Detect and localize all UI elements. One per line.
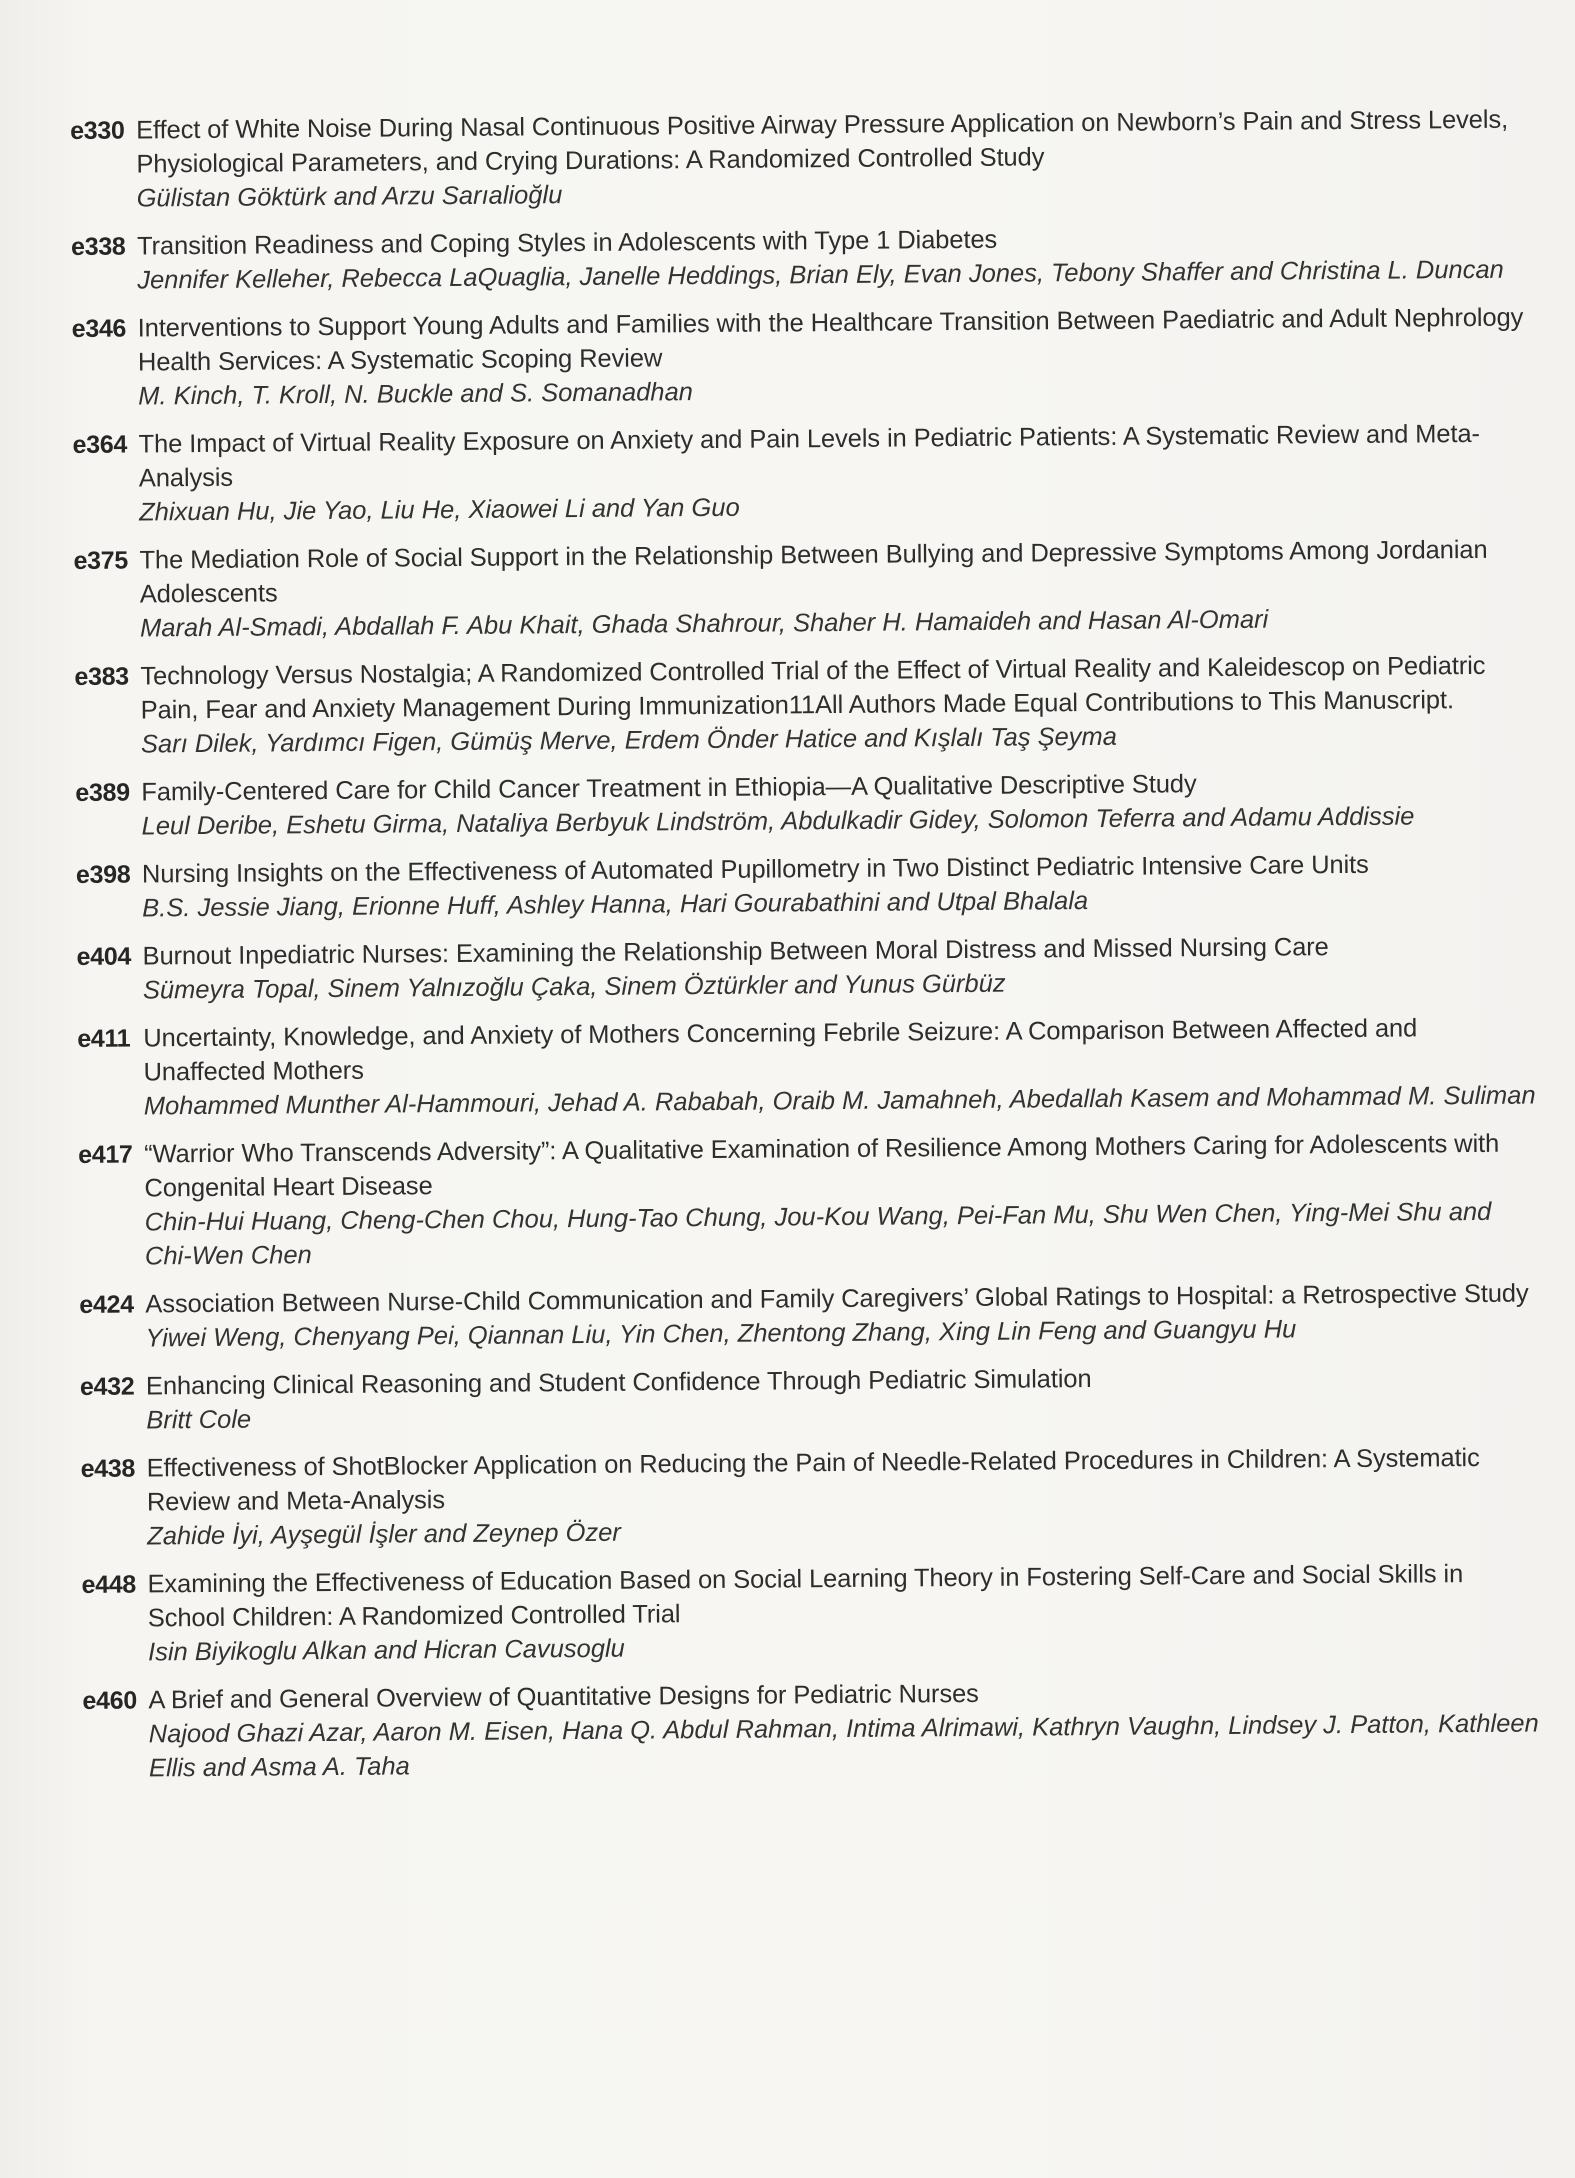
toc-entry-e330[interactable] <box>70 103 1531 216</box>
article-authors: Britt Cole <box>146 1405 252 1435</box>
entry-body <box>140 847 1536 926</box>
toc-entry-e383[interactable] <box>74 649 1535 762</box>
article-authors: Sarı Dilek, Yardımcı Figen, Gümüş Merve, Erdem Önder Hatice and Kışlalı Taş Şeyma <box>140 722 1118 759</box>
article-code: e411 <box>77 1024 131 1053</box>
article-code: e424 <box>79 1290 134 1319</box>
toc-entry-e438[interactable] <box>81 1440 1542 1553</box>
entry-body <box>142 1127 1539 1274</box>
toc-entry-e432[interactable] <box>80 1358 1540 1437</box>
entry-body <box>145 1556 1542 1669</box>
article-title[interactable]: The Mediation Role of Social Support in the Relationship Between Bullying and Depressive Symptoms Among Jordanian Adolescents <box>139 535 1488 609</box>
article-title[interactable]: Uncertainty, Knowledge, and Anxiety of Mothers Concerning Febrile Seizure: A Comparison Between Affected and Unaffected Mothers <box>143 1014 1418 1087</box>
article-code: e330 <box>70 116 125 145</box>
entry-body <box>134 103 1531 216</box>
entry-body <box>136 417 1533 530</box>
toc-entry-e460[interactable] <box>82 1672 1543 1785</box>
article-code: e398 <box>75 860 131 889</box>
article-authors: Sümeyra Topal, Sinem Yalnızoğlu Çaka, Sinem Öztürkler and Yunus Gürbüz <box>142 969 1006 1005</box>
article-code: e375 <box>73 546 129 575</box>
article-title[interactable]: Enhancing Clinical Reasoning and Student Confidence Through Pediatric Simulation <box>145 1365 1092 1401</box>
article-authors: Jennifer Kelleher, Rebecca LaQuaglia, Janelle Heddings, Brian Ely, Evan Jones, Tebony Shaffer and Christina L. Duncan <box>137 255 1504 295</box>
article-authors: Chin-Hui Huang, Cheng-Chen Chou, Hung-Tao Chung, Jou-Kou Wang, Pei-Fan Mu, Shu Wen Chen, Ying-Mei Shu and Chi-Wen Chen <box>144 1197 1492 1271</box>
toc-entry-e417[interactable] <box>78 1127 1539 1274</box>
entry-body <box>139 765 1535 844</box>
toc-entry-e346[interactable] <box>72 301 1533 414</box>
entry-body <box>135 219 1531 298</box>
article-title[interactable]: The Impact of Virtual Reality Exposure on Anxiety and Pain Levels in Pediatric Patients: A Systematic Review and Meta-Analysis <box>138 419 1481 493</box>
article-code: e364 <box>72 430 128 459</box>
entry-body <box>144 1358 1540 1437</box>
article-authors: Leul Deribe, Eshetu Girma, Nataliya Berbyuk Lindström, Abdulkadir Gidey, Solomon Teferra and Adamu Addissie <box>141 802 1415 841</box>
toc-entry-e398[interactable] <box>76 847 1536 926</box>
article-code: e432 <box>79 1372 135 1401</box>
article-authors: Najood Ghazi Azar, Aaron M. Eisen, Hana Q. Abdul Rahman, Intima Alrimawi, Kathryn Vaughn, Lindsey J. Patton, Kathleen Ellis and Asma A. Taha <box>148 1709 1539 1783</box>
article-authors: Yiwei Weng, Chenyang Pei, Qiannan Liu, Yin Chen, Zhentong Zhang, Xing Lin Feng and Guangyu Hu <box>145 1315 1297 1353</box>
article-code: e404 <box>76 942 132 971</box>
toc-entry-e389[interactable] <box>75 765 1535 844</box>
article-code: e448 <box>81 1570 137 1599</box>
article-title[interactable]: Examining the Effectiveness of Education Based on Social Learning Theory in Fostering Self-Care and Social Skills in School Children: A Randomized Controlled Trial <box>147 1560 1464 1633</box>
article-title[interactable]: Burnout Inpediatric Nurses: Examining the Relationship Between Moral Distress and Missed Nursing Care <box>142 933 1329 971</box>
toc-entry-e424[interactable] <box>79 1276 1539 1355</box>
entry-body <box>146 1672 1543 1785</box>
article-authors: Gülistan Göktürk and Arzu Sarıalioğlu <box>136 181 563 213</box>
article-title[interactable]: Effect of White Noise During Nasal Continuous Positive Airway Pressure Application on Newborn’s Pain and Stress Levels, Physiological Parameters, and Crying Durations: A Randomized Controlled Study <box>136 105 1509 179</box>
table-of-contents <box>70 103 1543 1800</box>
toc-entry-e338[interactable] <box>71 219 1531 298</box>
article-title[interactable]: A Brief and General Overview of Quantitative Designs for Pediatric Nurses <box>148 1679 979 1715</box>
article-authors: M. Kinch, T. Kroll, N. Buckle and S. Somanadhan <box>138 378 694 411</box>
entry-body <box>143 1276 1539 1355</box>
article-authors: Isin Biyikoglu Alkan and Hicran Cavusoglu <box>147 1634 625 1667</box>
article-code: e346 <box>71 314 127 343</box>
article-title[interactable]: Transition Readiness and Coping Styles in Adolescents with Type 1 Diabetes <box>136 225 998 261</box>
article-code: e417 <box>78 1140 133 1169</box>
article-authors: Zahide İyi, Ayşegül İşler and Zeynep Özer <box>147 1518 621 1551</box>
article-title[interactable]: “Warrior Who Transcends Adversity”: A Qualitative Examination of Resilience Among Mothers Caring for Adolescents with Congenital Heart Disease <box>144 1129 1500 1203</box>
entry-body <box>138 649 1535 762</box>
article-code: e389 <box>75 778 130 807</box>
toc-entry-e375[interactable] <box>73 533 1534 646</box>
entry-body <box>136 301 1533 414</box>
article-code: e383 <box>74 662 129 691</box>
toc-entry-e448[interactable] <box>81 1556 1542 1669</box>
entry-body <box>137 533 1534 646</box>
article-code: e460 <box>82 1686 137 1715</box>
entry-body <box>141 1011 1538 1124</box>
entry-body <box>140 929 1536 1008</box>
article-code: e438 <box>80 1454 136 1483</box>
article-title[interactable]: Effectiveness of ShotBlocker Application on Reducing the Pain of Needle-Related Procedures in Children: A Systematic Review and Meta-Analysis <box>146 1443 1480 1517</box>
toc-entry-e404[interactable] <box>76 929 1536 1008</box>
article-authors: Marah Al-Smadi, Abdallah F. Abu Khait, Ghada Shahrour, Shaher H. Hamaideh and Hasan Al-Omari <box>139 605 1269 643</box>
article-title[interactable]: Family-Centered Care for Child Cancer Treatment in Ethiopia—A Qualitative Descriptive Study <box>141 770 1197 807</box>
article-title[interactable]: Technology Versus Nostalgia; A Randomized Controlled Trial of the Effect of Virtual Reality and Kaleidescop on Pediatric Pain, Fear and Anxiety Management During Immunization11All Authors Made Equal Contributions to This Manuscript. <box>140 651 1486 725</box>
article-title[interactable]: Interventions to Support Young Adults and Families with the Healthcare Transition Between Paediatric and Adult Nephrology Health Services: A Systematic Scoping Review <box>137 303 1524 377</box>
article-code: e338 <box>70 232 126 261</box>
toc-entry-e364[interactable] <box>72 417 1533 530</box>
toc-entry-e411[interactable] <box>77 1011 1538 1124</box>
article-authors: Zhixuan Hu, Jie Yao, Liu He, Xiaowei Li and Yan Guo <box>139 493 740 527</box>
article-title[interactable]: Nursing Insights on the Effectiveness of Automated Pupillometry in Two Distinct Pediatric Intensive Care Units <box>141 850 1369 889</box>
article-authors: B.S. Jessie Jiang, Erionne Huff, Ashley Hanna, Hari Gourabathini and Utpal Bhalala <box>142 887 1089 923</box>
entry-body <box>145 1440 1542 1553</box>
article-title[interactable]: Association Between Nurse-Child Communication and Family Caregivers’ Global Ratings to Hospital: a Retrospective Study <box>145 1279 1529 1319</box>
article-authors: Mohammed Munther Al-Hammouri, Jehad A. Rababah, Oraib M. Jamahneh, Abedallah Kasem and Mohammad M. Suliman <box>143 1081 1536 1121</box>
